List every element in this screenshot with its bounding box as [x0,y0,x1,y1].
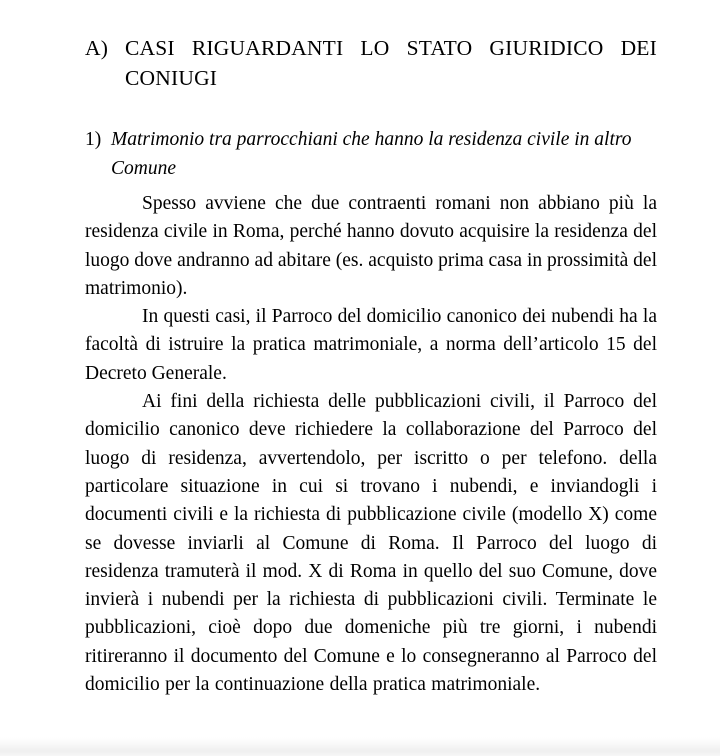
page-bottom-edge [0,737,720,756]
paragraph-3: Ai fini della richiesta delle pubblicazioni civili, il Parroco del domicilio canonico deve richiedere la collaborazione del Parroco del luogo di residenza, avvertendolo, per iscritto o per telefono. della particolare situazione in cui si trovano i nubendi, e inviandogli i documenti civili e la richiesta di pubblicazione civile (modello X) come se dovesse inviarli al Comune di Roma. Il Parroco del luogo di residenza tramuterà il mod. X di Roma in quello del suo Comune, dove invierà i nubendi per la richiesta di pubblicazioni civili. Terminate le pubblicazioni, cioè dopo due domeniche più tre giorni, i nubendi ritireranno il documento del Comune e lo consegneranno al Parroco del domicilio per la continuazione della pratica matrimoniale. [85,391,657,696]
subsection-heading [85,125,657,183]
section-label: A) [85,36,109,60]
subsection-title: Matrimonio tra parrocchiani che hanno la residenza civile in altro Comune [111,129,632,179]
body-text [85,190,657,699]
paragraph-2: In questi casi, il Parroco del domicilio canonico dei nubendi ha la facoltà di istruire la pratica matrimoniale, a norma dell’articolo 15 del Decreto Generale. [85,306,657,384]
document-content [85,0,657,179]
section-title-line-1: CASI RIGUARDANTI LO STATO GIURIDICO DEI [125,36,657,60]
subsection-label: 1) [85,129,102,150]
section-title-line-2: CONIUGI [125,66,218,90]
paragraph-1: Spesso avviene che due contraenti romani non abbiano più la residenza civile in Roma, perché hanno dovuto acquisire la residenza del luogo dove andranno ad abitare (es. acquisto prima casa in prossimità del matrimonio). [85,193,657,299]
section-heading [85,33,657,93]
